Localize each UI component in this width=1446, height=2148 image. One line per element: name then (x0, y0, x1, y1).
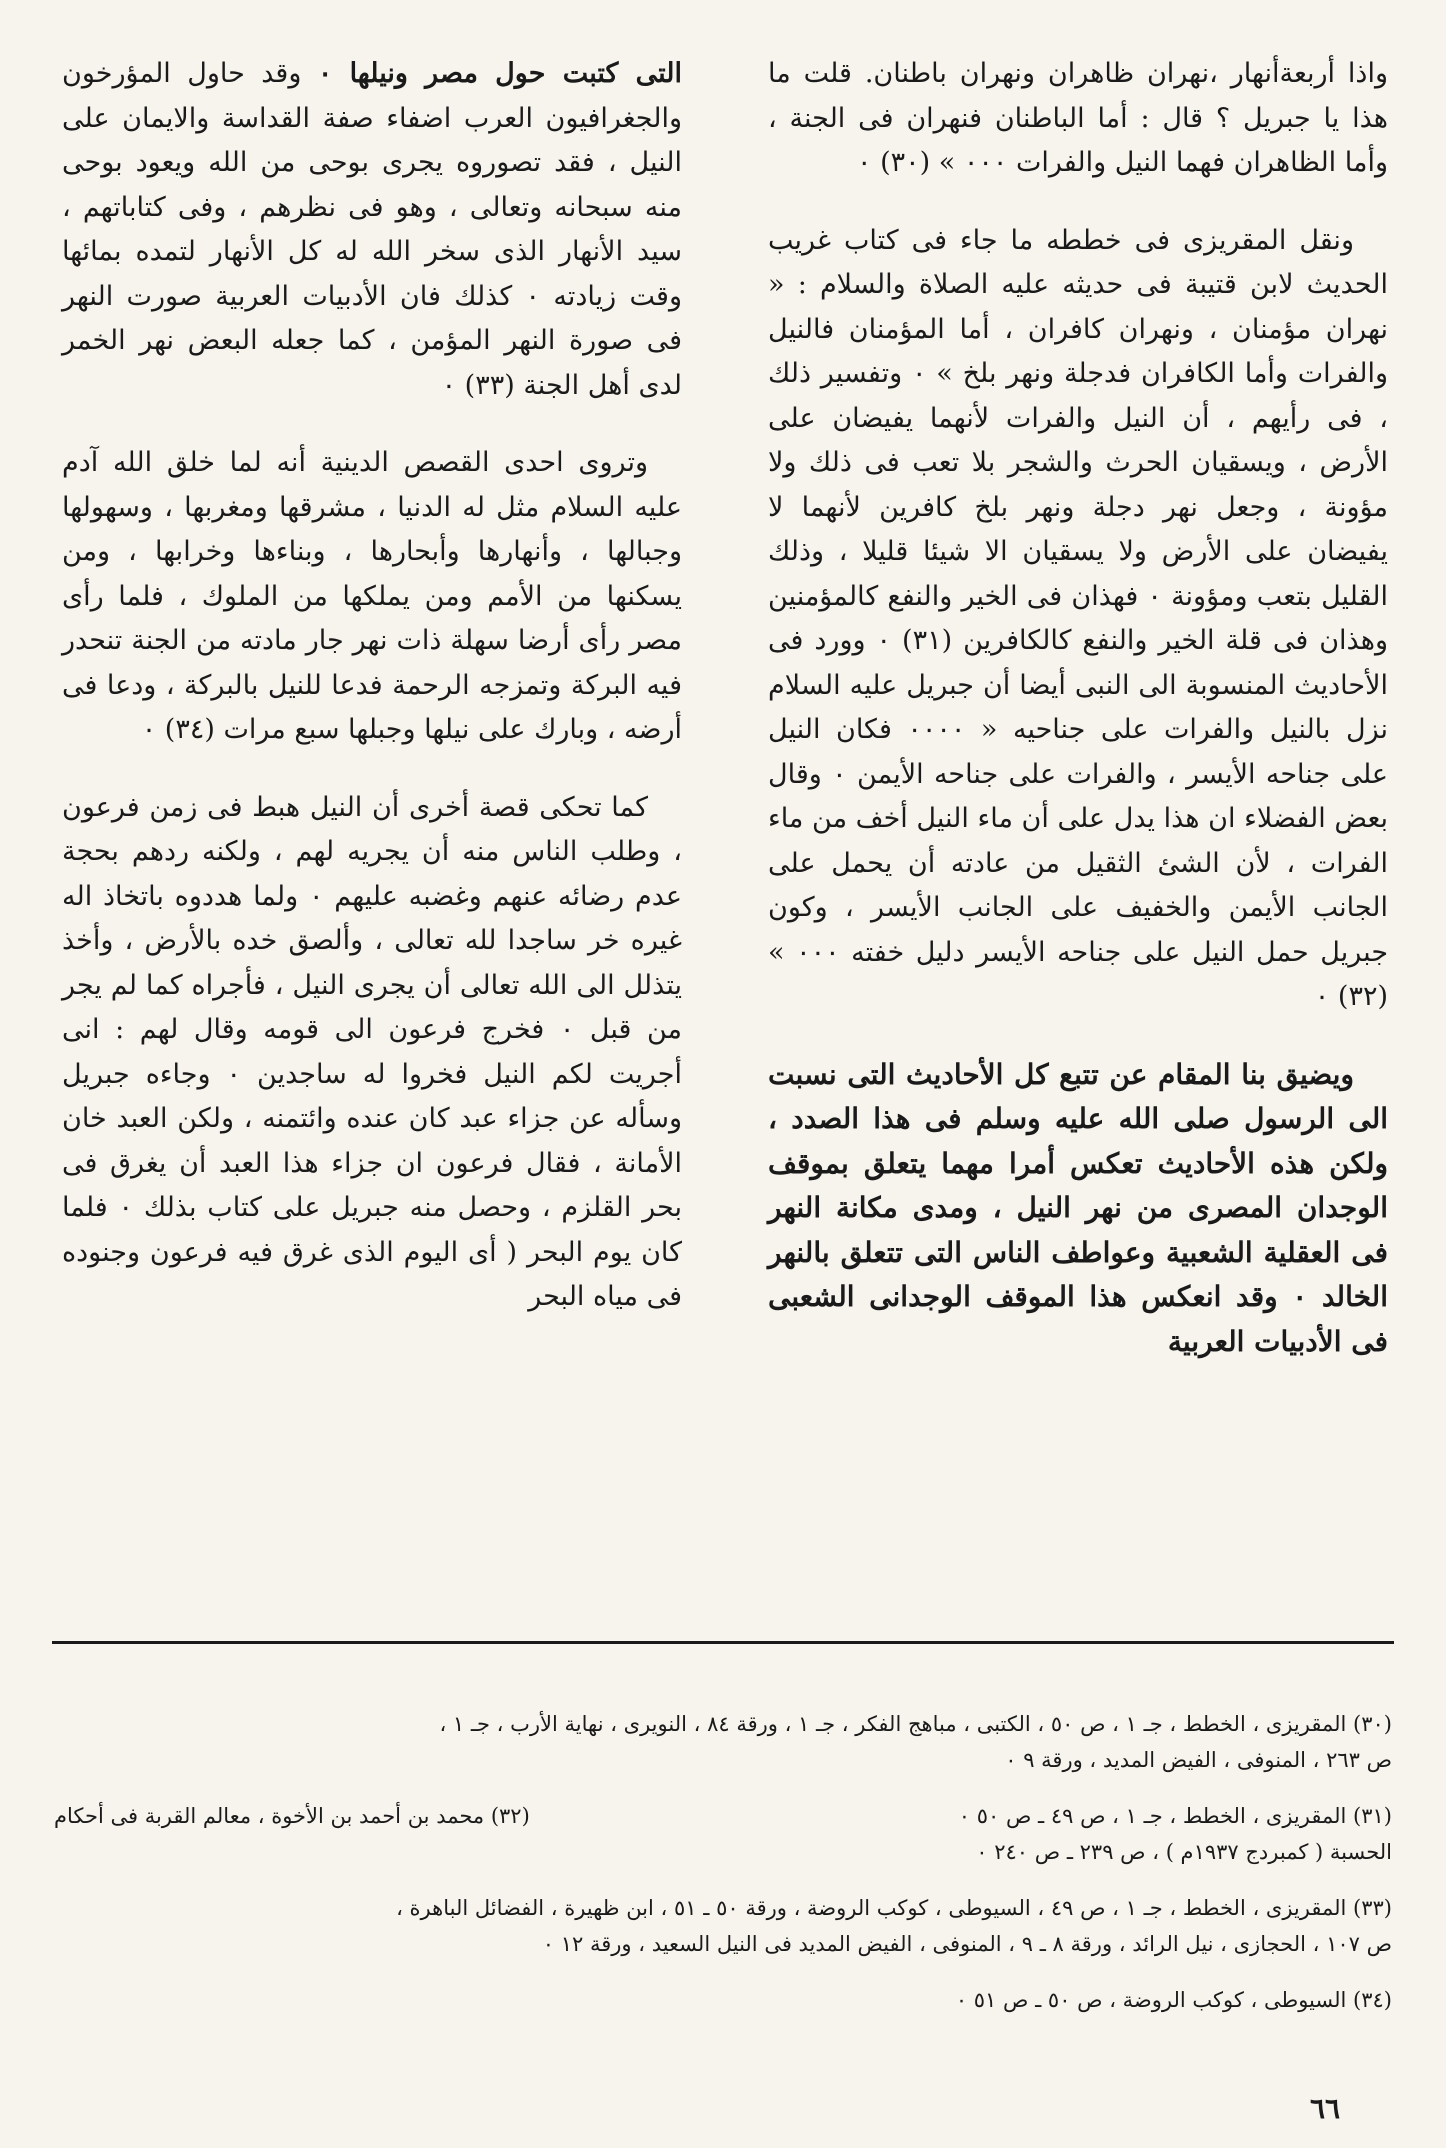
paragraph (62, 52, 682, 408)
paragraph-emphasized: ويضيق بنا المقام عن تتبع كل الأحاديث التى نسبت الى الرسول صلى الله عليه وسلم فى هذا الصدد ، ولكن هذه الأحاديث تعكس أمرا مهما يتعلق بموقف الوجدان المصرى من نهر النيل ، ومدى مكانة النهر فى العقلية الشعبية وعواطف الناس التى تتعلق بالنهر الخالد ٠ وقد انعكس هذا الموقف الوجدانى الشعبى فى الأدبيات العربية (768, 1057, 1389, 1358)
footnote-line: (٣٠) المقريزى ، الخطط ، جـ ١ ، ص ٥٠ ، الكتبى ، مباهج الفكر ، جـ ١ ، ورقة ٨٤ ، النويرى ، نهاية الأرب ، جـ ١ ، (439, 1712, 1392, 1736)
paragraph: واذا أربعةأنهار ،نهران ظاهران ونهران باطنان. قلت ما هذا يا جبريل ؟ قال : أما الباطنان فنهران فى الجنة ، وأما الظاهران فهما النيل والفرات ٠٠٠ » (٣٠) ٠ (768, 58, 1388, 178)
footnote-line: (٣٣) المقريزى ، الخطط ، جـ ١ ، ص ٤٩ ، السيوطى ، كوكب الروضة ، ورقة ٥٠ ـ ٥١ ، ابن ظهيرة ، الفضائل الباهرة ، (396, 1896, 1392, 1920)
paragraph-body: وقد حاول المؤرخون والجغرافيون العرب اضفاء صفة القداسة والايمان على النيل ، فقد تصوروه يجرى بوحى من الله ويعود بوحى منه سبحانه وتعالى ، وهو فى نظرهم ، وفى كتاباتهم ، سيد الأنهار الذى سخر الله له كل الأنهار لتمده بمائها وقت زيادته ٠ كذلك فان الأدبيات العربية صورت النهر فى صورة النهر المؤمن ، كما جعله البعض نهر الخمر لدى أهل الجنة (٣٣) ٠ (62, 58, 682, 401)
footnote-34 (54, 1982, 1392, 2018)
right-column (768, 52, 1388, 1397)
page-number: ٦٦ (1310, 2092, 1341, 2125)
paragraph: كما تحكى قصة أخرى أن النيل هبط فى زمن فرعون ، وطلب الناس منه أن يجريه لهم ، ولكنه ردهم بحجة عدم رضائه عنهم وغضبه عليهم ٠ ولما هددوه باتخاذ اله غيره خر ساجدا لله تعالى ، وألصق خده بالأرض ، وأخذ يتذلل الى الله تعالى أن يجرى النيل ، فأجراه كما لم يجر من قبل ٠ فخرج فرعون الى قومه وقال لهم : انى أجريت لكم النيل فخروا له ساجدين ٠ وجاءه جبريل وسأله عن جزاء عبد كان عنده وائتمنه ، ولكن العبد خان الأمانة ، فقال فرعون ان جزاء هذا العبد أن يغرق فى بحر القلزم ، وحصل منه جبريل على كتاب بذلك ٠ فلما كان يوم البحر ( أى اليوم الذى غرق فيه فرعون وجنوده فى مياه البحر (62, 791, 683, 1312)
footnote-32: (٣٢) محمد بن أحمد بن الأخوة ، معالم القربة فى أحكام (54, 1804, 530, 1828)
footnote-line: الحسبة ( كمبردج ١٩٣٧م ) ، ص ٢٣٩ ـ ص ٢٤٠ ٠ (976, 1840, 1392, 1864)
footnote-line: ص ١٠٧ ، الحجازى ، نيل الرائد ، ورقة ٨ ـ ٩ ، المنوفى ، الفيض المديد فى النيل السعيد ، ورقة ١٢ ٠ (542, 1932, 1392, 1956)
footnote-30 (54, 1706, 1392, 1778)
footnote-divider (52, 1641, 1394, 1644)
footnote-33 (54, 1890, 1392, 1962)
footnote-pair (54, 1798, 1392, 1834)
footnotes (54, 1706, 1392, 2038)
footnote-31-32 (54, 1798, 1392, 1870)
left-column (62, 52, 682, 1353)
paragraph: ونقل المقريزى فى خططه ما جاء فى كتاب غريب الحديث لابن قتيبة فى حديثه عليه الصلاة والسلام : « نهران مؤمنان ، ونهران كافران ، أما المؤمنان فالنيل والفرات وأما الكافران فدجلة ونهر بلخ » ٠ وتفسير ذلك ، فى رأيهم ، أن النيل والفرات لأنهما يفيضان على الأرض ، ويسقيان الحرث والشجر بلا تعب فى ذلك ولا مؤونة ، وجعل نهر دجلة ونهر بلخ كافرين لأنهما لا يفيضان على الأرض ولا يسقيان الا شيئا قليلا ، وذلك القليل بتعب ومؤونة ٠ فهذان فى الخير والنفع كالمؤمنين وهذان فى قلة الخير والنفع كالكافرين (٣١) ٠ وورد فى الأحاديث المنسوبة الى النبى أيضا أن جبريل عليه السلام نزل بالنيل والفرات على جناحيه « ٠٠٠٠ فكان النيل على جناحه الأيسر ، والفرات على جناحه الأيمن ٠ وقال بعض الفضلاء ان هذا يدل على أن ماء النيل أخف من ماء الفرات ، لأن الشئ الثقيل من عادته أن يحمل على الجانب الأيمن والخفيف على الجانب الأيسر ، وكون جبريل حمل النيل على جناحه الأيسر دليل خفته ٠٠٠ » (٣٢) ٠ (768, 224, 1389, 1012)
footnote-31: (٣١) المقريزى ، الخطط ، جـ ١ ، ص ٤٩ ـ ص ٥٠ ٠ (958, 1804, 1392, 1828)
footnote-line: (٣٤) السيوطى ، كوكب الروضة ، ص ٥٠ ـ ص ٥١ ٠ (955, 1988, 1392, 2012)
paragraph: وتروى احدى القصص الدينية أنه لما خلق الله آدم عليه السلام مثل له الدنيا ، مشرقها ومغربها ، وسهولها وجبالها ، وأنهارها وأبحارها ، وبناءها وخرابها ، ومن يسكنها من الأمم ومن يملكها من الملوك ، فلما رأى مصر رأى أرضا سهلة ذات نهر جار مادته من الجنة تنحدر فيه البركة وتمزجه الرحمة فدعا للنيل بالبركة ، ودعا فى أرضه ، وبارك على نيلها وجبلها سبع مرات (٣٤) ٠ (62, 447, 682, 745)
footnote-line: ص ٢٦٣ ، المنوفى ، الفيض المديد ، ورقة ٩ ٠ (1005, 1748, 1392, 1772)
paragraph-lead-phrase: التى كتبت حول مصر ونيلها ٠ (317, 58, 682, 89)
